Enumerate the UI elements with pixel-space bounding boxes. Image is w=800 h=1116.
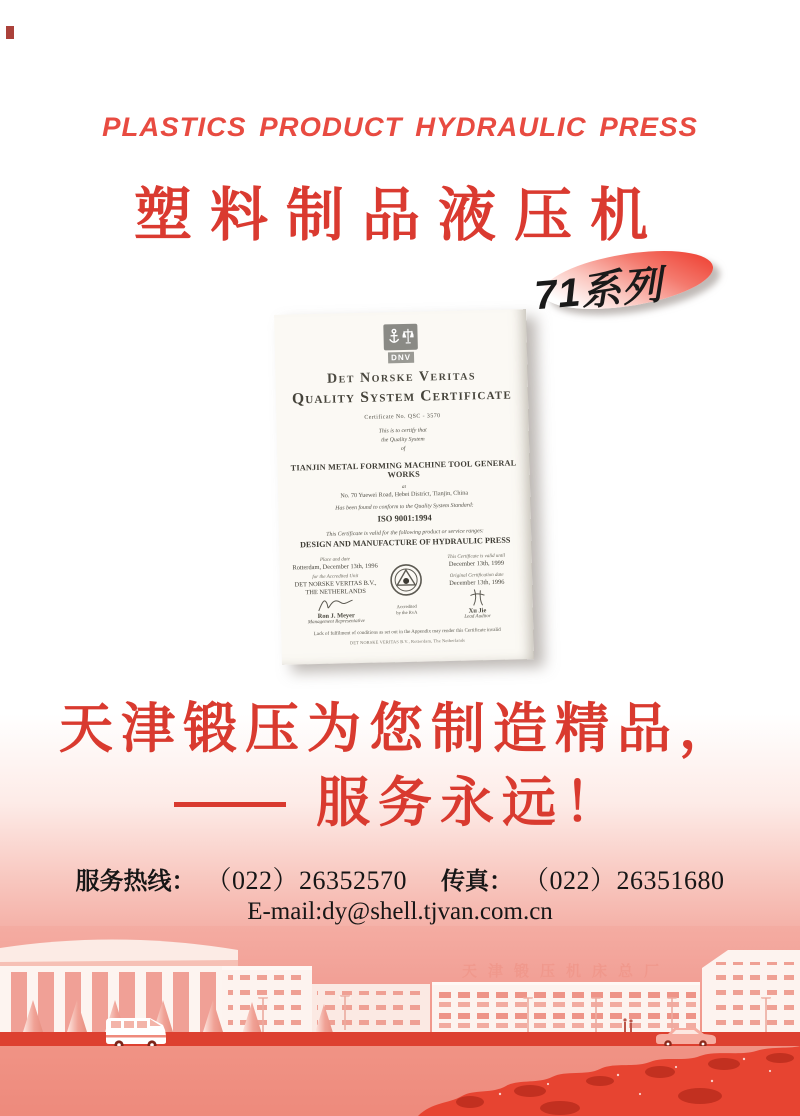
company-address: No. 70 Yuewei Road, Hebei District, Tianjin, China [340,489,469,500]
contact-line [0,860,800,897]
signature-right [460,587,494,608]
signer-left-name: Ron J. Meyer [317,612,355,620]
slogan-line2: 服务永远！ [316,773,626,833]
footer-center-column [378,555,434,623]
certificate-number: Certificate No. QSC - 3570 [364,413,441,421]
fax-number: （022）26351680 [523,866,725,895]
footer-right-column: This Certificate is valid until December 13th, 1999 Original Certification date December 13th, 1996 Xu Jie Lead Auditor [433,553,521,622]
footer-left-column: Place and date Rotterdam, December 13th, 1996 for the Accredited Unit DET NORSKE VERITAS B.V., THE NETHERLANDS Ron J. Meyer Management Representative [292,557,378,626]
slogan-dash [174,802,286,807]
certificate-footer [292,553,521,625]
standard-name: ISO 9001:1994 [377,512,432,524]
dnv-logo [383,324,418,364]
slogan-line2-wrap [0,760,800,837]
certificate-title: Quality System Certificate [291,385,513,408]
certificate-fineprint: DET NORSKE VERITAS B.V., Rotterdam, The Netherlands [349,637,466,646]
at-label: at [401,483,407,490]
conformance-statement: Has been found to conform to the Quality System Standard: [335,502,474,512]
scope-statement: This Certificate is valid for the following product or service ranges: [326,528,484,538]
certified-company: TIANJIN METAL FORMING MACHINE TOOL GENERAL WORKS [290,458,517,480]
accreditation-seal-icon [388,562,425,599]
page-title-english: PLASTICS PRODUCT HYDRAULIC PRESS [102,112,698,142]
certificate-scope: DESIGN AND MANUFACTURE OF HYDRAULIC PRESS [299,535,511,550]
signature-left [315,596,357,613]
seal-caption: Accredited by the RvA [396,603,418,616]
rooftop-sign: 天津锻压机床总厂 [461,964,671,980]
series-badge-label: 71系列 [532,263,665,319]
right-building [702,950,800,1034]
certificate-organization: Det Norske Veritas [326,368,477,387]
series-badge [532,246,722,319]
hotline-number: （022）26352570 [205,866,407,895]
page-title-chinese: 塑料制品液压机 [133,183,666,248]
hotline-label: 服务热线： [75,869,196,895]
certify-statement: This is to certify that the Quality System of [378,427,427,453]
fax-label: 传真： [441,869,513,895]
signer-right-name: Xu Jie [468,607,487,615]
factory-illustration [0,926,800,1116]
dnv-anchor-scales-icon [383,324,418,351]
certificate-footnote: Lack of fulfilment of conditions as set out in the Appendix may render this Certificate invalid [313,627,501,638]
dnv-wordmark: DNV [388,352,414,364]
email-address: E-mail:dy@shell.tjvan.com.cn [247,898,553,925]
print-registration-mark [6,26,14,39]
slogan-line1: 天津锻压为您制造精品， [59,699,741,759]
dnv-certificate [274,309,534,665]
main-factory-building [432,962,700,1034]
